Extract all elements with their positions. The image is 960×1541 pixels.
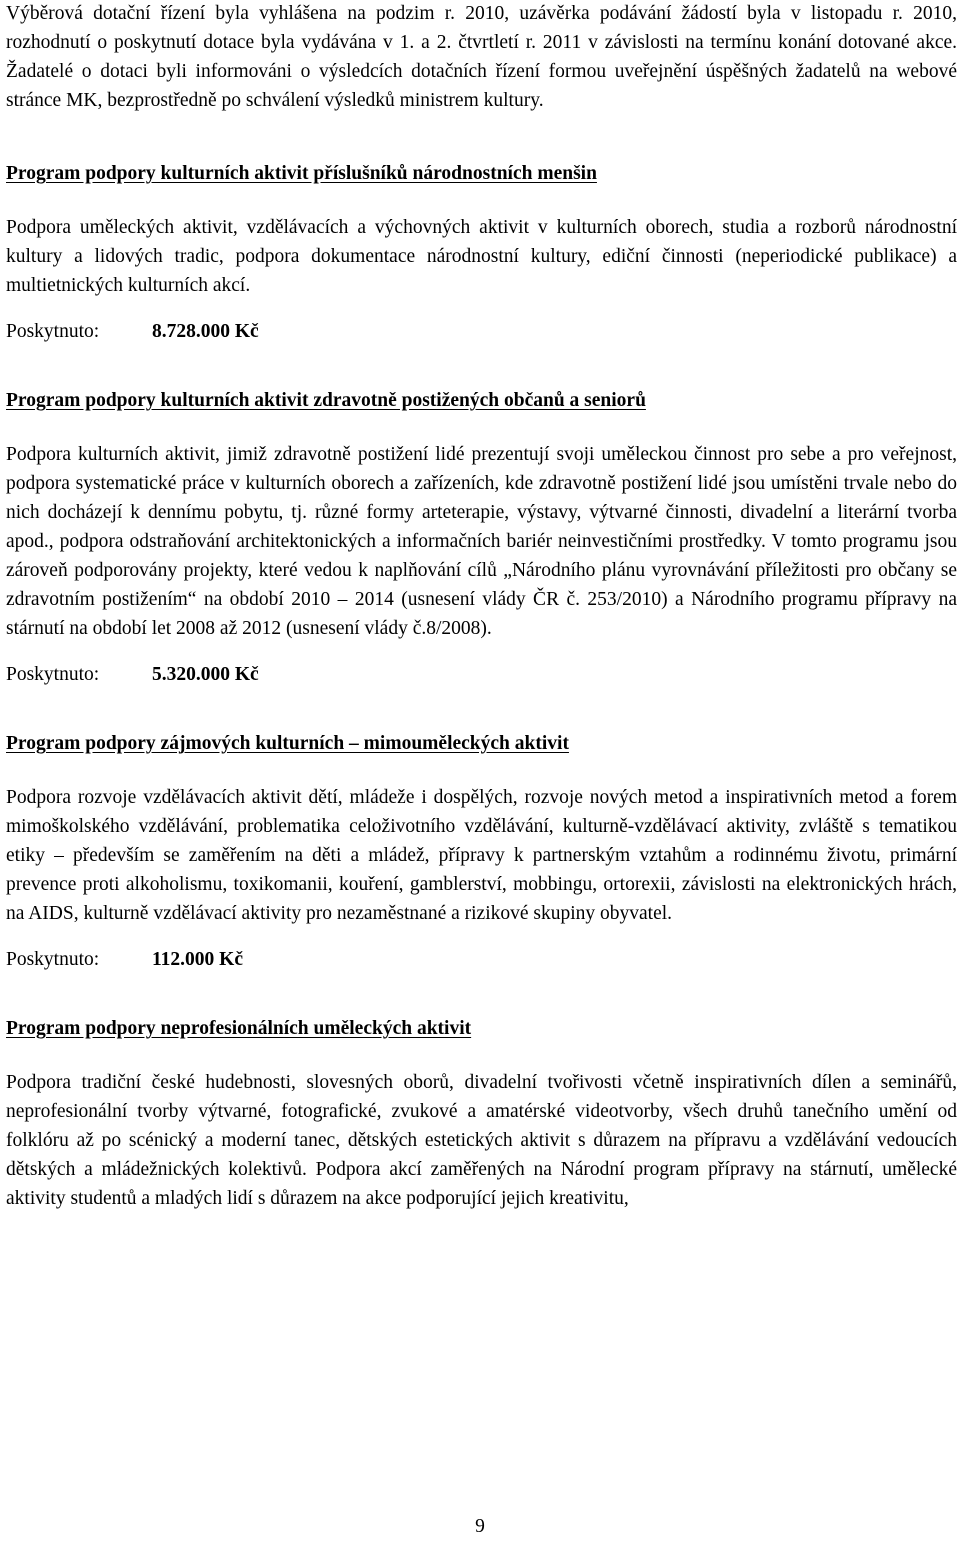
amount-value: 5.320.000 Kč [152,664,259,685]
section-heading: Program podpory kulturních aktivit zdravotně postižených občanů a seniorů [6,390,646,411]
amount-value: 112.000 Kč [152,949,243,970]
amount-row [6,660,957,689]
amount-row [6,945,957,974]
amount-label: Poskytnuto: [6,664,100,685]
section-heading: Program podpory neprofesionálních uměleckých aktivit [6,1018,472,1039]
document-page [6,0,957,1213]
section-disabled-seniors [6,386,957,689]
section-body: Podpora rozvoje vzdělávacích aktivit dětí, mládeže i dospělých, rozvoje nových metod a inspirativních metod a forem mimoškolského vzdělávání, problematika celoživotního vzdělávání, kulturně-vzdělávací aktivity, zvláště s tematikou etiky – především se zaměřením na děti a mládež, přípravy k partnerským vztahům a rodinnému životu, primární prevence proti alkoholismu, toxikomanii, kouření, gamblerství, mobbingu, ortorexii, závislosti na elektronických hrách, na AIDS, kulturně vzdělávací aktivity pro nezaměstnané a rizikové skupiny obyvatel. [6,787,957,924]
page-number: 9 [475,1516,485,1537]
spacer [6,115,957,159]
section-body: Podpora uměleckých aktivit, vzdělávacích a výchovných aktivit v kulturních oborech, studia a rozborů národnostní kultury a lidových tradic, podpora dokumentace národnostní kultury, ediční činnosti (neperiodické publikace) a multietnických kulturních akcí. [6,217,957,296]
amount-label: Poskytnuto: [6,949,100,970]
amount-label: Poskytnuto: [6,321,100,342]
section-national-minorities [6,159,957,346]
amount-row [6,317,957,346]
section-heading: Program podpory kulturních aktivit příslušníků národnostních menšin [6,163,597,184]
section-body: Podpora tradiční české hudebnosti, slovesných oborů, divadelní tvořivosti včetně inspirativních dílen a seminářů, neprofesionální tvorby výtvarné, fotografické, zvukové a amatérské videotvorby, všech druhů tanečního umění od folklóru až po scénický a moderní tanec, dětských estetických aktivit s důrazem na přípravu a vzdělávání vedoucích dětských a mládežnických kolektivů. Podpora akcí zaměřených na Národní program přípravy na stárnutí, umělecké aktivity studentů a mladých lidí s důrazem na akce podporující jejich kreativitu, [6,1072,957,1209]
section-body: Podpora kulturních aktivit, jimiž zdravotně postižení lidé prezentují svoji uměleckou činnost pro sebe a pro veřejnost, podpora systematické práce v kulturních oborech a zařízeních, kde zdravotně postižení lidé jsou umístěni trvale nebo do nich docházejí k dennímu pobytu, tj. různé formy arteterapie, výstavy, výtvarné činnosti, divadelní a literární tvorba apod., podpora odstraňování architektonických a informačních bariér neinvestičními prostředky. V tomto programu jsou zároveň podporovány projekty, které vedou k naplňování cílů „Národního plánu vyrovnávání příležitosti pro občany se zdravotním postižením“ na období 2010 – 2014 (usnesení vlády ČR č. 253/2010) a Národního programu přípravy na stárnutí na období let 2008 až 2012 (usnesení vlády č.8/2008). [6,444,957,639]
section-heading: Program podpory zájmových kulturních – mimouměleckých aktivit [6,733,569,754]
section-hobby-activities [6,729,957,974]
amount-value: 8.728.000 Kč [152,321,259,342]
section-amateur-arts [6,1014,957,1213]
intro-paragraph: Výběrová dotační řízení byla vyhlášena na podzim r. 2010, uzávěrka podávání žádostí byla v listopadu r. 2010, rozhodnutí o poskytnutí dotace byla vydávána v 1. a 2. čtvrtletí r. 2011 v závislosti na termínu konání dotované akce. Žadatelé o dotaci byli informováni o výsledcích dotačních řízení formou uveřejnění úspěšných žadatelů na webové stránce MK, bezprostředně po schválení výsledků ministrem kultury. [6,3,957,111]
